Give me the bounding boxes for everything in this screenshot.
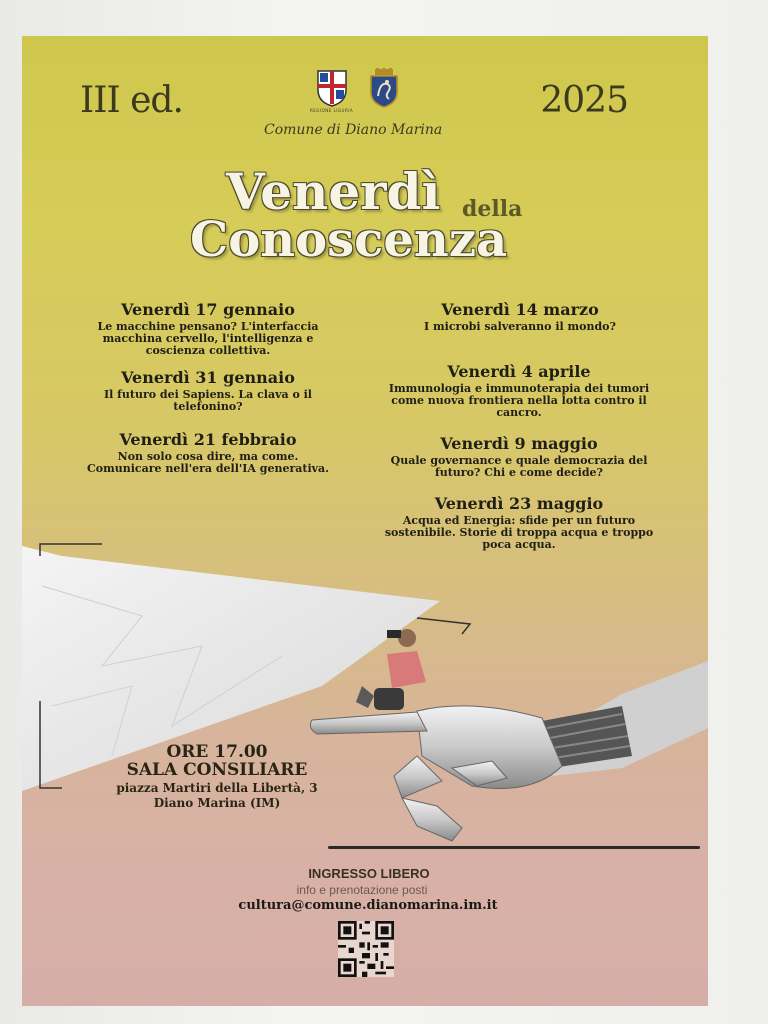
venue-city: Diano Marina (IM) xyxy=(153,796,281,810)
diano-marina-crest-icon xyxy=(367,68,401,108)
event-item xyxy=(80,368,336,413)
venue-address: piazza Martiri della Libertà, 3 xyxy=(116,781,318,795)
event-subject: Acqua ed Energia: sfide per un futuro sostenibile. Storie di troppa acqua e troppo poca acqua. xyxy=(384,514,654,551)
event-date: Venerdì 9 maggio xyxy=(440,434,598,453)
event-item xyxy=(80,430,336,475)
event-date: Venerdì 4 aprile xyxy=(447,362,591,381)
divider xyxy=(328,846,700,849)
event-item xyxy=(374,362,664,419)
event-time: ORE 17.00 xyxy=(166,742,268,762)
event-subject: Le macchine pensano? L'interfaccia macchina cervello, l'intelligenza e coscienza collettiva. xyxy=(97,320,319,357)
contact-email: cultura@comune.dianomarina.im.it xyxy=(238,898,498,913)
event-item xyxy=(374,434,664,479)
edition-label: III ed. xyxy=(80,80,183,121)
event-subject: Immunologia e immunoterapia dei tumori come nuova frontiera nella lotta contro il cancro. xyxy=(388,382,650,419)
title-line-1: Venerdì xyxy=(226,162,441,221)
info-label: info e prenotazione posti xyxy=(296,883,428,897)
event-item xyxy=(80,300,336,357)
region-label: REGIONE LIGURIA xyxy=(310,108,354,113)
event-date: Venerdì 21 febbraio xyxy=(119,430,297,449)
event-subject: Il futuro dei Sapiens. La clava o il telefonino? xyxy=(104,388,312,413)
event-date: Venerdì 14 marzo xyxy=(441,300,599,319)
title-della: della xyxy=(462,196,523,222)
liguria-crest-icon xyxy=(315,68,349,108)
entry-label: INGRESSO LIBERO xyxy=(308,866,430,881)
municipality-name: Comune di Diano Marina xyxy=(264,122,443,138)
title-line-2: Conoscenza xyxy=(190,212,508,268)
event-date: Venerdì 17 gennaio xyxy=(121,300,295,319)
year-label: 2025 xyxy=(540,80,628,121)
event-item xyxy=(390,300,650,333)
event-subject: Non solo cosa dire, ma come. Comunicare nell'era dell'IA generativa. xyxy=(87,450,329,475)
event-date: Venerdì 23 maggio xyxy=(434,494,604,513)
event-subject: Quale governance e quale democrazia del futuro? Chi e come decide? xyxy=(390,454,648,479)
qr-code-icon xyxy=(338,921,394,977)
event-date: Venerdì 31 gennaio xyxy=(121,368,295,387)
robot-hand-illustration xyxy=(22,506,708,886)
venue-hall: SALA CONSILIARE xyxy=(126,760,308,780)
event-subject: I microbi salveranno il mondo? xyxy=(424,320,616,333)
event-poster xyxy=(22,36,708,1006)
